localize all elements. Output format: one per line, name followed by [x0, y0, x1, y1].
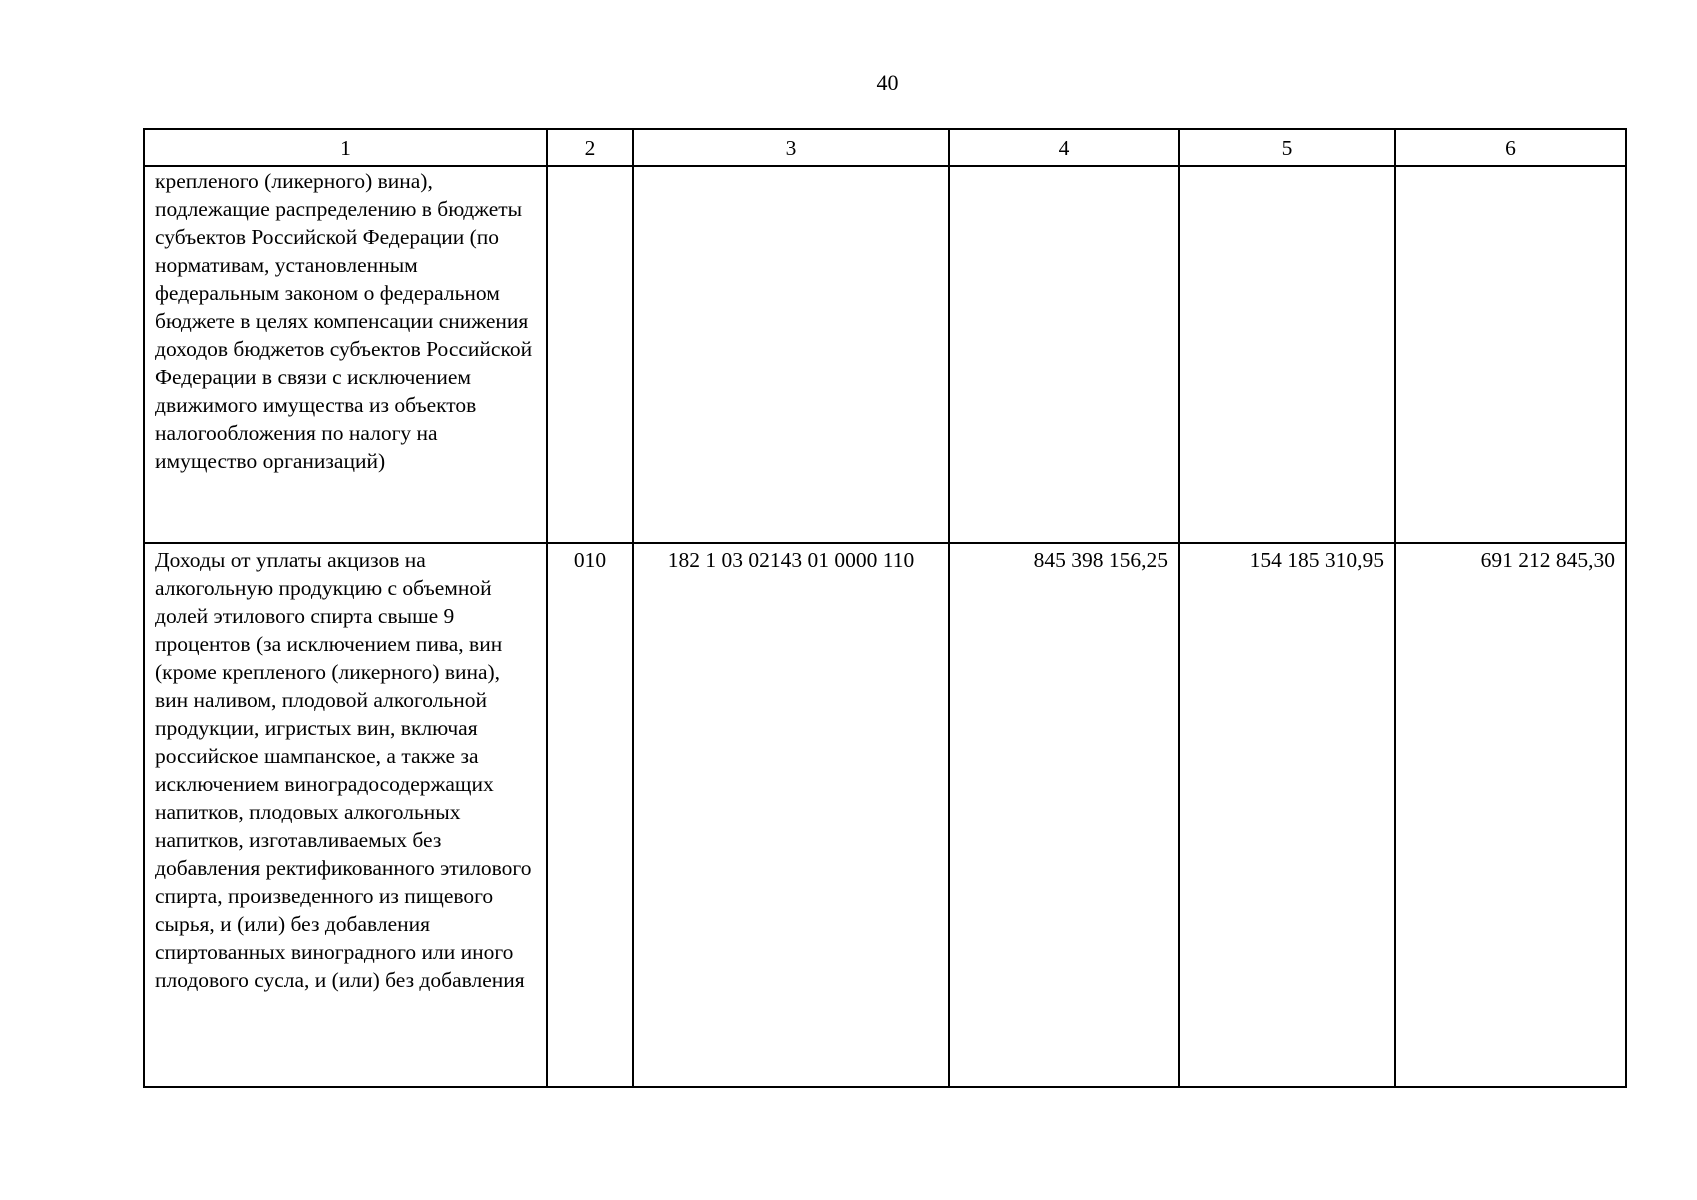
header-col-6: 6 [1395, 129, 1626, 166]
header-col-5: 5 [1179, 129, 1395, 166]
row-code [547, 166, 633, 543]
row-col4 [949, 166, 1179, 543]
page-number: 40 [876, 70, 899, 95]
row-code: 010 [547, 543, 633, 1087]
header-col-3: 3 [633, 129, 949, 166]
row-kbk: 182 1 03 02143 01 0000 110 [633, 543, 949, 1087]
header-col-1: 1 [144, 129, 547, 166]
row-kbk [633, 166, 949, 543]
table-body [144, 166, 1626, 1087]
row-description: Доходы от уплаты акцизов на алкогольную продукцию с объемной долей этилового спирта свыше 9 процентов (за исключением пива, вин (кроме крепленого (ликерного) вина), вин наливом, плодовой алкогольной продукции, игристых вин, включая российское шампанское, а также за исключением виноградосодержащих напитков, плодовых алкогольных напитков, изготавливаемых без добавления ректификованного этилового спирта, произведенного из пищевого сырья, и (или) без добавления спиртованных виноградного или иного плодового сусла, и (или) без добавления [144, 543, 547, 1087]
row-col5 [1179, 166, 1395, 543]
revenue-table [143, 128, 1627, 1088]
row-description: крепленого (ликерного) вина), подлежащие распределению в бюджеты субъектов Российской Федерации (по нормативам, установленным федеральным законом о федеральном бюджете в целях компенсации снижения доходов бюджетов субъектов Российской Федерации в связи с исключением движимого имущества из объектов налогообложения по налогу на имущество организаций) [144, 166, 547, 543]
row-col4: 845 398 156,25 [949, 543, 1179, 1087]
table-row [144, 543, 1626, 1087]
header-col-4: 4 [949, 129, 1179, 166]
header-col-2: 2 [547, 129, 633, 166]
header-row [144, 129, 1626, 166]
row-col6 [1395, 166, 1626, 543]
row-col5: 154 185 310,95 [1179, 543, 1395, 1087]
row-col6: 691 212 845,30 [1395, 543, 1626, 1087]
table-header [144, 129, 1626, 166]
table-row [144, 166, 1626, 543]
